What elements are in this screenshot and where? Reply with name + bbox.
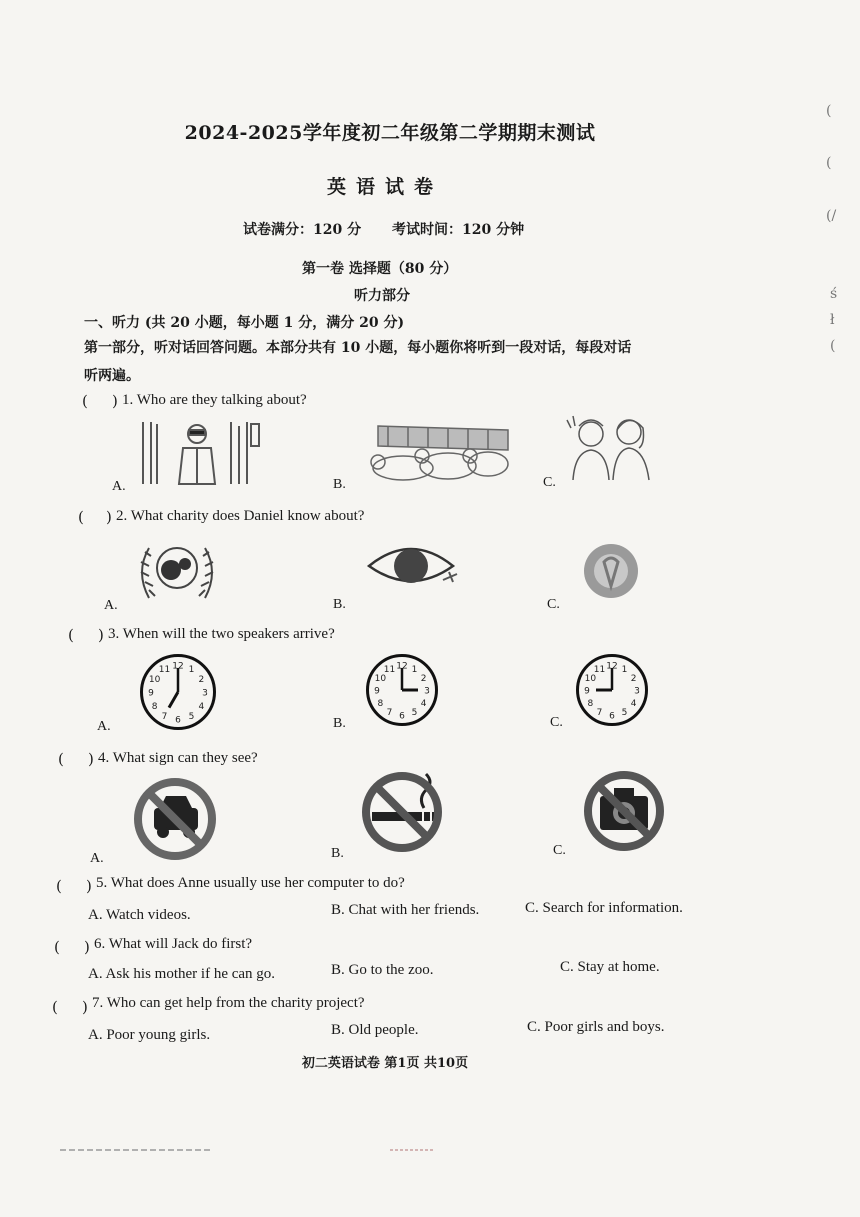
clock-number: 2 xyxy=(630,674,637,684)
clock-seven-oclock-icon xyxy=(135,652,221,732)
clock-number: 8 xyxy=(151,702,158,712)
margin-mark: ( xyxy=(826,155,832,171)
clock-four-oclock-icon xyxy=(573,652,651,728)
section-title: 一、听力 (共 20 小题，每小题 1 分，满分 20 分) xyxy=(84,315,405,331)
margin-mark: ( xyxy=(826,103,832,119)
clock-number: 6 xyxy=(175,715,181,726)
option-a: A. Ask his mother if he can go. xyxy=(88,966,276,982)
clock-number: 3 xyxy=(634,686,640,697)
option-label: B. xyxy=(333,477,346,492)
option-c: C. Poor girls and boys. xyxy=(527,1019,665,1035)
option-label: C. xyxy=(553,843,566,858)
clock-number: 4 xyxy=(198,702,205,712)
exam-subject: 英语试卷 xyxy=(326,176,443,198)
clock-number: 9 xyxy=(374,686,380,697)
clock-number: 1 xyxy=(621,664,628,675)
answer-blank-open: ( xyxy=(78,508,84,526)
clock-number: 11 xyxy=(593,664,606,675)
hour-hand xyxy=(169,692,178,708)
margin-mark: ( xyxy=(830,338,836,354)
no-cars-sign-icon xyxy=(130,776,220,862)
answer-blank-close: ) xyxy=(106,508,112,526)
scan-artifact xyxy=(60,1146,440,1154)
margin-mark: ł xyxy=(830,312,835,328)
option-label: C. xyxy=(543,475,556,490)
option-c: C. Search for information. xyxy=(525,900,683,916)
option-label: B. xyxy=(331,846,344,861)
question-text: 3. When will the two speakers arrive? xyxy=(108,626,335,642)
clock-number: 9 xyxy=(584,686,590,697)
option-label: C. xyxy=(550,715,563,730)
two-people-talking-image xyxy=(563,414,658,486)
clock-number: 5 xyxy=(621,708,628,719)
eye-airplane-logo-icon xyxy=(365,538,461,594)
clock-number: 1 xyxy=(188,665,195,676)
clock-number: 10 xyxy=(148,675,161,685)
option-label: B. xyxy=(333,716,346,731)
part-heading: 第一卷 选择题（80 分） xyxy=(302,261,458,277)
clock-number: 5 xyxy=(188,711,195,722)
answer-blank-open: ( xyxy=(58,750,64,768)
option-c: C. Stay at home. xyxy=(560,959,660,975)
exam-time: 考试时间：120 分钟 xyxy=(392,222,525,238)
option-label: C. xyxy=(547,597,560,612)
clock-number: 8 xyxy=(587,699,594,709)
page-footer: 初二英语试卷 第1页 共10页 xyxy=(301,1056,469,1071)
clock-number: 12 xyxy=(172,661,184,672)
clock-number: 8 xyxy=(377,699,384,709)
answer-blank-close: ) xyxy=(112,392,118,410)
clock-number: 7 xyxy=(161,711,168,722)
clock-number: 11 xyxy=(158,665,171,676)
clock-number: 4 xyxy=(420,699,427,709)
answer-blank-close: ) xyxy=(88,750,94,768)
option-label: A. xyxy=(112,479,126,494)
clock-number: 1 xyxy=(411,664,418,675)
clock-number: 7 xyxy=(596,708,603,719)
clock-number: 2 xyxy=(420,674,427,684)
option-b: B. Go to the zoo. xyxy=(331,962,434,978)
no-photography-sign-icon xyxy=(582,768,666,854)
answer-blank-open: ( xyxy=(56,877,62,895)
option-label: B. xyxy=(333,597,346,612)
margin-mark: ś xyxy=(830,286,838,302)
clock-three-oclock-icon xyxy=(362,652,442,728)
option-label: A. xyxy=(90,851,104,866)
instructions-line1: 第一部分，听对话回答问题。本部分共有 10 小题，每小题你将听到一段对话，每段对话 xyxy=(84,340,632,356)
instructions-line2: 听两遍。 xyxy=(84,368,140,384)
man-in-sunglasses-image xyxy=(135,418,265,488)
clock-number: 2 xyxy=(198,675,205,685)
question-text: 2. What charity does Daniel know about? xyxy=(116,508,365,524)
ribbon-badge-icon xyxy=(580,538,642,604)
option-b: B. Chat with her friends. xyxy=(331,902,480,918)
option-label: A. xyxy=(104,598,118,613)
clock-number: 4 xyxy=(630,699,637,709)
clock-number: 3 xyxy=(424,686,430,697)
clock-number: 6 xyxy=(399,711,405,722)
question-text: 5. What does Anne usually use her computer to do? xyxy=(96,875,405,891)
clock-number: 10 xyxy=(374,674,387,684)
answer-blank-close: ) xyxy=(84,938,90,956)
clock-number: 3 xyxy=(202,688,208,699)
margin-mark: (/ xyxy=(826,208,837,224)
clock-number: 7 xyxy=(386,708,393,719)
answer-blank-close: ) xyxy=(82,998,88,1016)
clock-number: 6 xyxy=(609,711,615,722)
answer-blank-close: ) xyxy=(86,877,92,895)
option-label: A. xyxy=(97,719,111,734)
full-score: 试卷满分：120 分 xyxy=(243,222,362,238)
listening-heading: 听力部分 xyxy=(354,288,410,304)
answer-blank-open: ( xyxy=(82,392,88,410)
option-b: B. Old people. xyxy=(331,1022,419,1038)
clock-number: 12 xyxy=(396,661,408,672)
option-a: A. Watch videos. xyxy=(88,907,191,923)
question-text: 4. What sign can they see? xyxy=(98,750,258,766)
question-text: 6. What will Jack do first? xyxy=(94,936,253,952)
exam-title: 2024-2025学年度初二年级第二学期期末测试 xyxy=(184,122,596,144)
option-a: A. Poor young girls. xyxy=(88,1027,211,1043)
answer-blank-open: ( xyxy=(54,938,60,956)
clock-number: 12 xyxy=(606,661,618,672)
people-sleeping-image xyxy=(358,420,513,486)
unicef-logo-icon xyxy=(135,540,219,604)
question-text: 7. Who can get help from the charity project? xyxy=(92,995,365,1011)
answer-blank-close: ) xyxy=(98,626,104,644)
question-text: 1. Who are they talking about? xyxy=(122,392,307,408)
clock-number: 11 xyxy=(383,664,396,675)
clock-number: 10 xyxy=(584,674,597,684)
answer-blank-open: ( xyxy=(52,998,58,1016)
no-smoking-sign-icon xyxy=(360,770,444,854)
clock-number: 9 xyxy=(148,688,154,699)
answer-blank-open: ( xyxy=(68,626,74,644)
clock-number: 5 xyxy=(411,708,418,719)
